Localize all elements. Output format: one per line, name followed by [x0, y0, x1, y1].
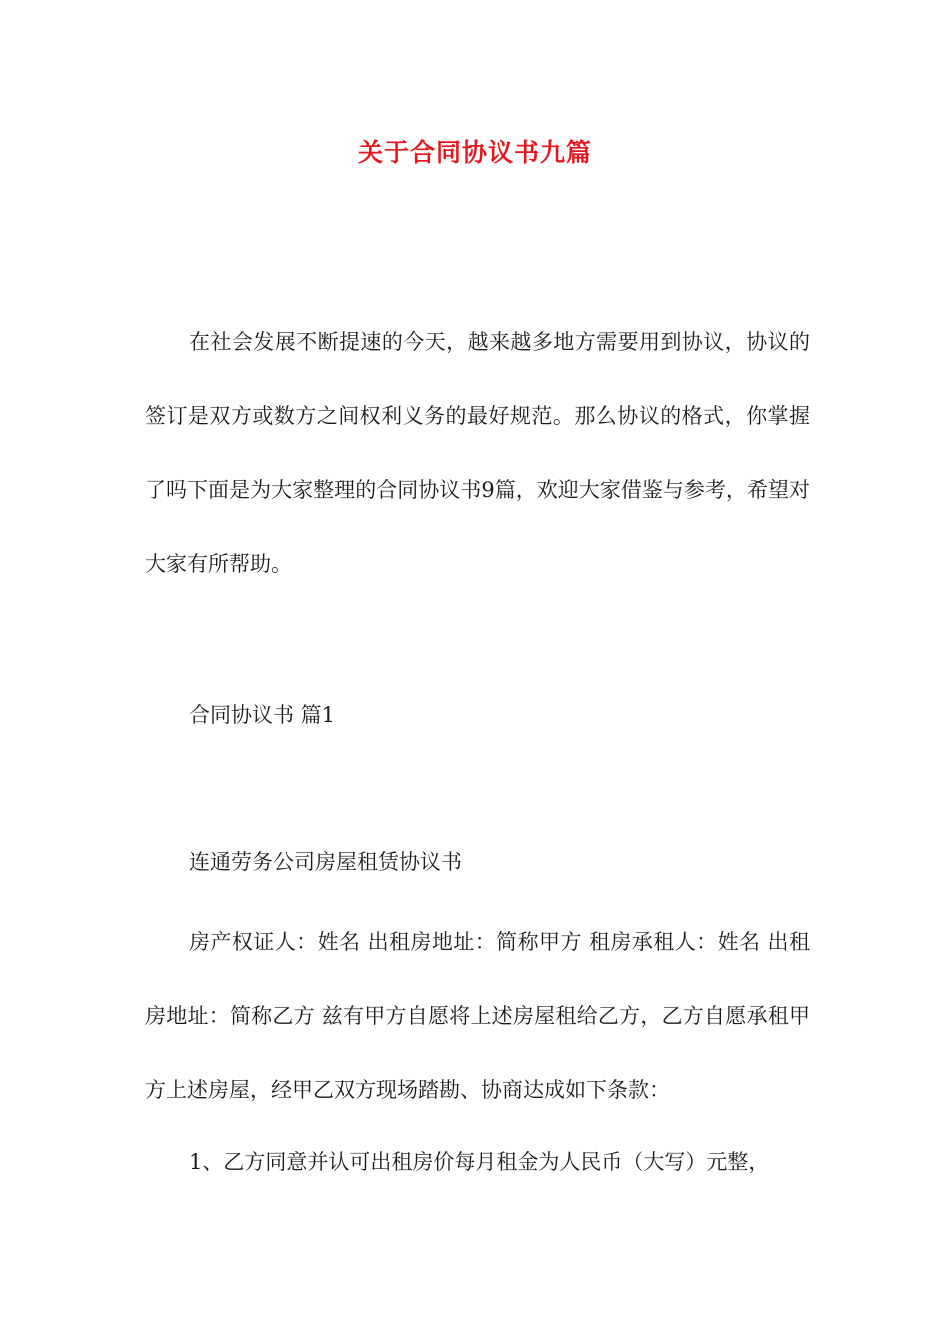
intro-paragraph: 在社会发展不断提速的今天，越来越多地方需要用到协议，协议的签订是双方或数方之间权利义务的最好规范。那么协议的格式，你掌握了吗下面是为大家整理的合同协议书9篇，欢迎大家借鉴与参考，希望对大家有所帮助。: [145, 330, 810, 576]
section-heading-part1: 合同协议书 篇1: [189, 703, 336, 727]
parties-paragraph: 房产权证人：姓名 出租房地址：简称甲方 租房承租人：姓名 出租房地址：简称乙方 兹有甲方自愿将上述房屋租给乙方，乙方自愿承租甲方上述房屋，经甲乙双方现场踏勘、协商达成如下条款：: [145, 930, 810, 1102]
document-title: 关于合同协议书九篇: [357, 138, 592, 167]
agreement-title: 连通劳务公司房屋租赁协议书: [189, 850, 462, 874]
clause-1-paragraph: 1、乙方同意并认可出租房价每月租金为人民币（大写）元整，: [189, 1150, 770, 1174]
